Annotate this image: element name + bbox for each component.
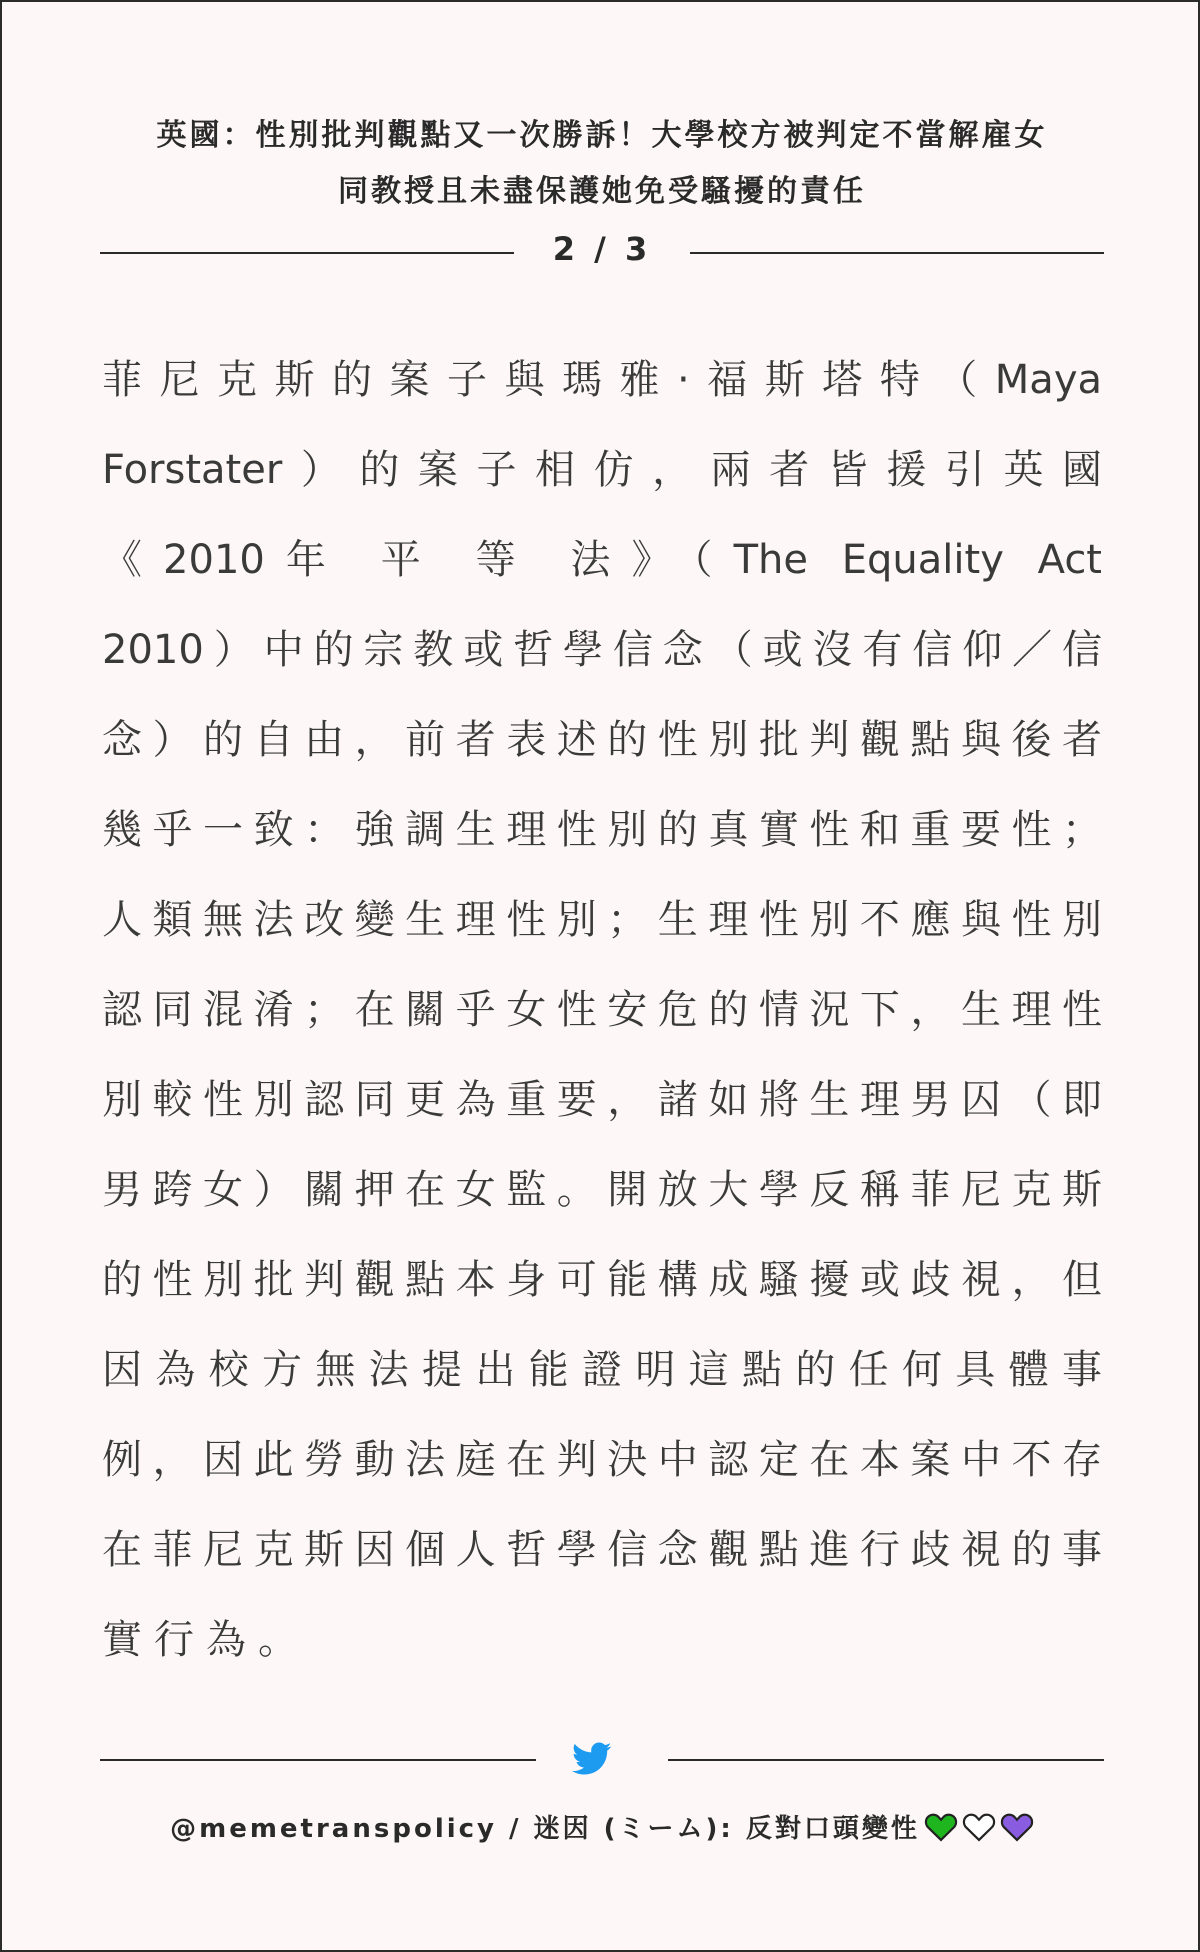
- body-line: 幾乎一致：強調生理性別的真實性和重要性；: [102, 807, 1102, 853]
- page-indicator: 2 / 3: [552, 230, 652, 268]
- divider-right: [690, 252, 1104, 254]
- body-line: 念）的自由，前者表述的性別批判觀點與後者: [102, 717, 1102, 763]
- body-line: 例，因此勞動法庭在判決中認定在本案中不存: [102, 1437, 1102, 1483]
- body-line: 的性別批判觀點本身可能構成騷擾或歧視，但: [102, 1257, 1102, 1303]
- body-line: 男跨女）關押在女監。開放大學反稱菲尼克斯: [102, 1167, 1102, 1213]
- body-line: 人類無法改變生理性別；生理性別不應與性別: [102, 897, 1102, 943]
- body-line: 菲尼克斯的案子與瑪雅·福斯塔特（Maya: [102, 357, 1102, 403]
- body-line: 2010）中的宗教或哲學信念（或沒有信仰／信: [102, 627, 1102, 673]
- post-title-line-1: 英國：性別批判觀點又一次勝訴！大學校方被判定不當解雇女: [156, 118, 1048, 153]
- footer-handle-text[interactable]: @memetranspolicy / 迷因 (ミーム): 反對口頭變性: [170, 1814, 920, 1844]
- purple-heart-icon: [1000, 1812, 1034, 1842]
- green-heart-icon: [924, 1812, 958, 1842]
- footer-divider-left: [100, 1759, 536, 1761]
- footer-divider-right: [668, 1759, 1104, 1761]
- body-line: Forstater）的案子相仿，兩者皆援引英國: [102, 447, 1102, 493]
- twitter-bird-icon[interactable]: [572, 1742, 612, 1776]
- post-title-line-2: 同教授且未盡保護她免受騷擾的責任: [338, 174, 866, 209]
- divider-left: [100, 252, 514, 254]
- body-line: 《2010年 平 等 法》（The Equality Act: [102, 537, 1102, 583]
- body-line: 認同混淆；在關乎女性安危的情況下，生理性: [102, 987, 1102, 1033]
- white-heart-icon: [962, 1812, 996, 1842]
- body-line: 在菲尼克斯因個人哲學信念觀點進行歧視的事: [102, 1527, 1102, 1573]
- footer-credit: [62, 1808, 1142, 1845]
- body-line: 別較性別認同更為重要，諸如將生理男囚（即: [102, 1077, 1102, 1123]
- body-line: 因為校方無法提出能證明這點的任何具體事: [102, 1347, 1102, 1393]
- body-line: 實行為。: [102, 1617, 310, 1663]
